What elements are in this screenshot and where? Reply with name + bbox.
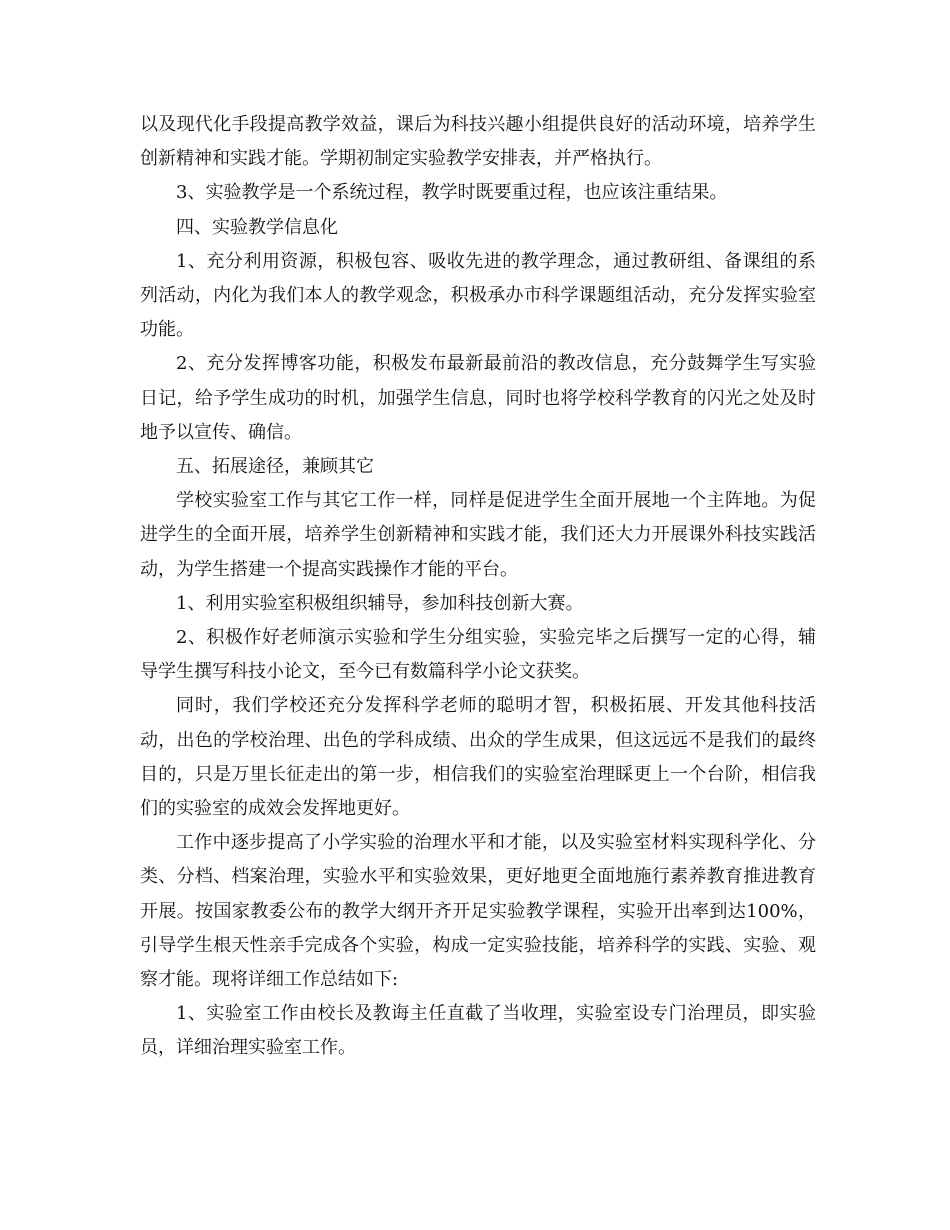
paragraph-2: 3、实验教学是一个系统过程，教学时既要重过程，也应该注重结果。 xyxy=(176,182,728,204)
paragraph-12: 1、实验室工作由校长及教诲主任直截了当收理，实验室设专门治理员，即实验员，详细治理实验室工作。 xyxy=(140,1003,816,1059)
paragraph-4: 1、充分利用资源，积极包容、吸收先进的教学理念，通过教研组、备课组的系列活动，内化为我们本人的教学观念，积极承办市科学课题组活动，充分发挥实验室功能。 xyxy=(140,250,816,341)
section-heading-5: 五、拓展途径，兼顾其它 xyxy=(176,456,374,478)
paragraph-8: 1、利用实验室积极组织辅导，参加科技创新大赛。 xyxy=(176,592,584,614)
paragraph-1: 以及现代化手段提高教学效益，课后为科技兴趣小组提供良好的活动环境，培养学生创新精神和实践才能。学期初制定实验教学安排表，并严格执行。 xyxy=(140,114,816,170)
paragraph-10: 同时，我们学校还充分发挥科学老师的聪明才智，积极拓展、开发其他科技活动，出色的学校治理、出色的学科成绩、出众的学生成果，但这远远不是我们的最终目的，只是万里长征走出的第一步，相信我们的实验室治理睬更上一个台阶，相信我们的实验室的成效会发挥地更好。 xyxy=(140,695,816,820)
paragraph-5: 2、充分发挥博客功能，积极发布最新最前沿的教改信息，充分鼓舞学生写实验日记，给予学生成功的时机，加强学生信息，同时也将学校科学教育的闪光之处及时地予以宣传、确信。 xyxy=(140,353,816,443)
section-heading-4: 四、实验教学信息化 xyxy=(176,216,338,238)
paragraph-7: 学校实验室工作与其它工作一样，同样是促进学生全面开展地一个主阵地。为促进学生的全面开展，培养学生创新精神和实践才能，我们还大力开展课外科技实践活动，为学生搭建一个提高实践操作才能的平台。 xyxy=(140,490,816,580)
paragraph-9: 2、积极作好老师演示实验和学生分组实验，实验完毕之后撰写一定的心得，辅导学生撰写科技小论文，至今已有数篇科学小论文获奖。 xyxy=(140,627,816,683)
paragraph-11: 工作中逐步提高了小学实验的治理水平和才能，以及实验室材料实现科学化、分类、分档、档案治理，实验水平和实验效果，更好地更全面地施行素养教育推进教育开展。按国家教委公布的教学大纲开齐开足实验教学课程，实验开出率到达100%，引导学生根天性亲手完成各个实验，构成一定实验技能，培养科学的实践、实验、观察才能。现将详细工作总结如下: xyxy=(140,832,816,991)
document-page xyxy=(140,108,816,1066)
